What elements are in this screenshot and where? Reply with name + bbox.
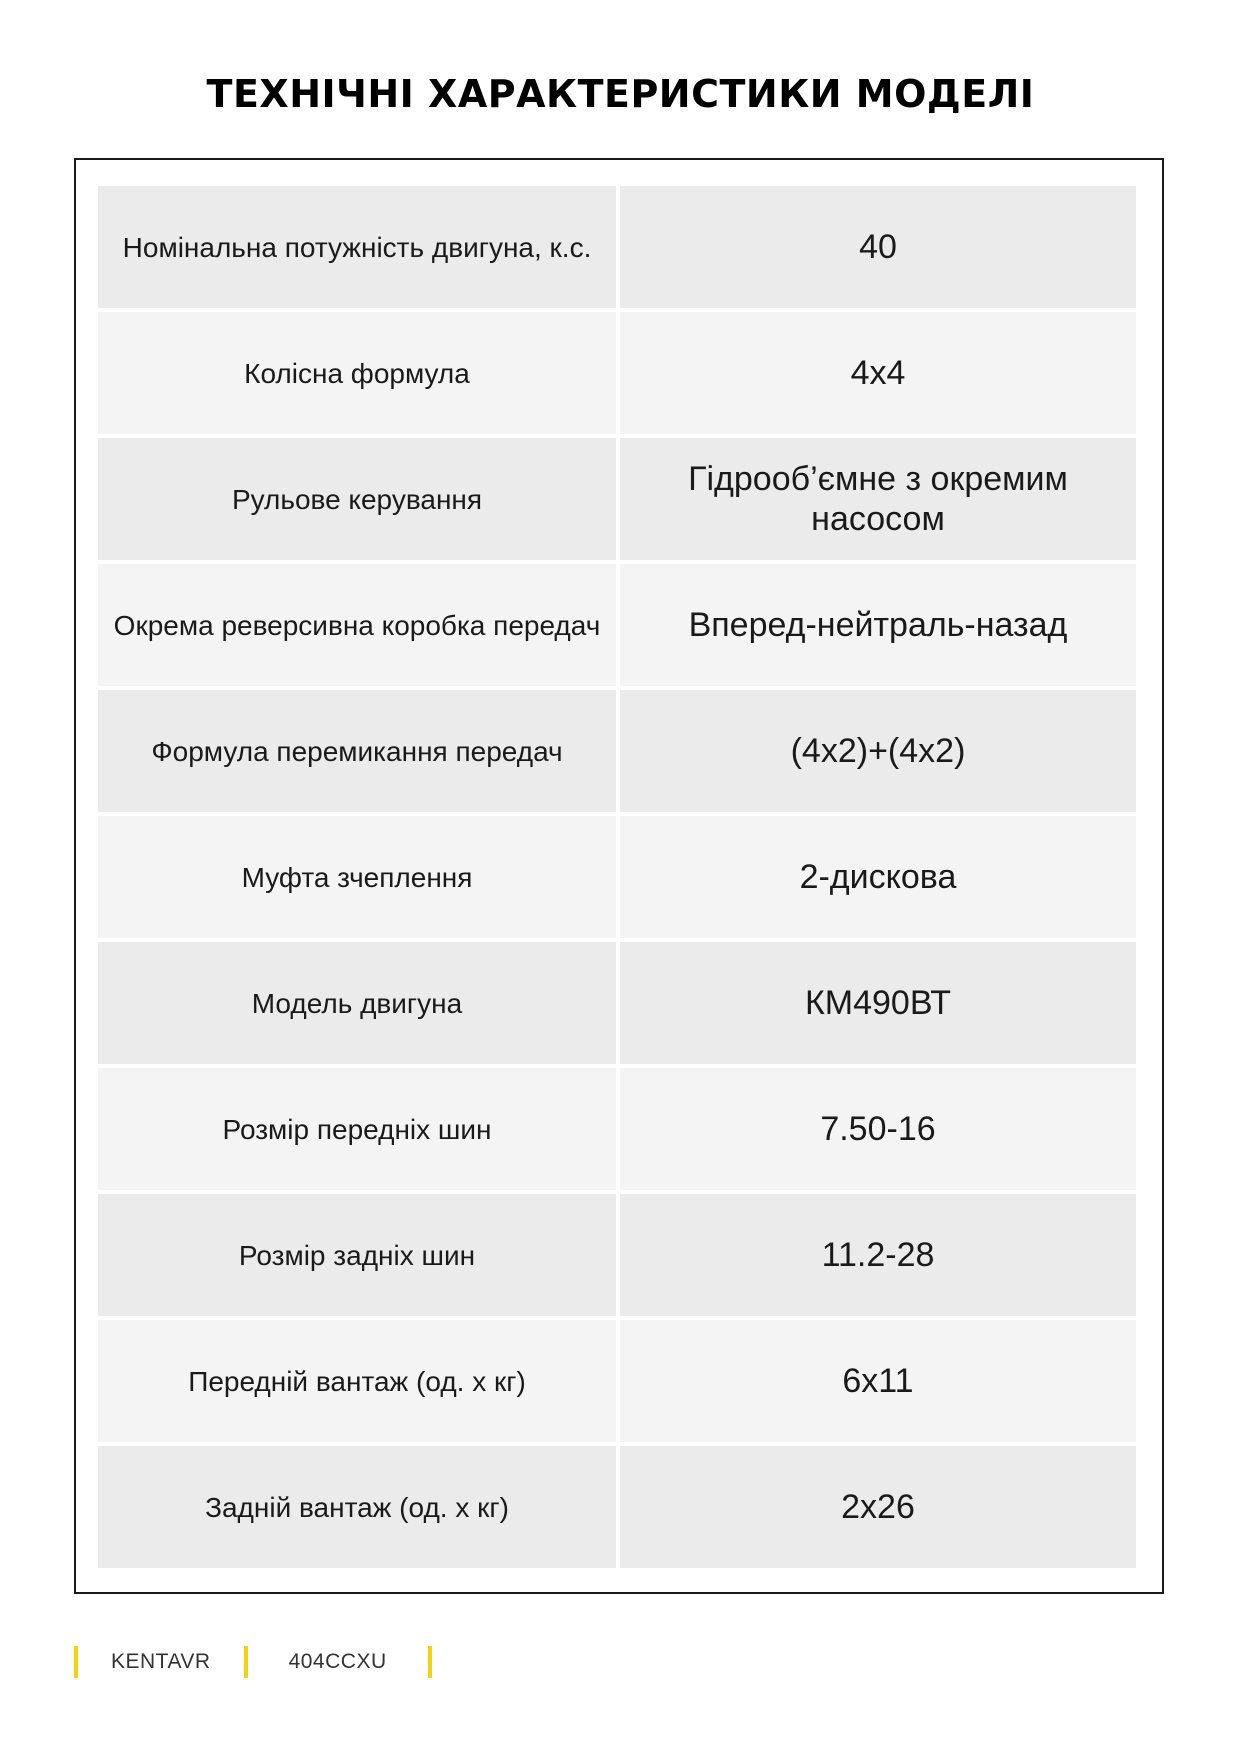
table-row <box>98 1194 1136 1316</box>
spec-label: Задній вантаж (од. х кг) <box>98 1446 616 1568</box>
spec-label: Формула перемикання передач <box>98 690 616 812</box>
spec-table <box>94 182 1140 1572</box>
spec-value: КМ490ВТ <box>620 942 1136 1064</box>
spec-value: 4х4 <box>620 312 1136 434</box>
spec-label: Номінальна потужність двигуна, к.с. <box>98 186 616 308</box>
spec-label: Рульове керування <box>98 438 616 560</box>
table-row <box>98 438 1136 560</box>
page-title: ТЕХНІЧНІ ХАРАКТЕРИСТИКИ МОДЕЛІ <box>206 72 1035 116</box>
table-row <box>98 1320 1136 1442</box>
footer-divider <box>244 1646 248 1678</box>
spec-value: 7.50-16 <box>620 1068 1136 1190</box>
table-row <box>98 1068 1136 1190</box>
spec-value: (4х2)+(4х2) <box>620 690 1136 812</box>
footer-divider <box>428 1646 432 1678</box>
spec-label: Окрема реверсивна коробка передач <box>98 564 616 686</box>
table-row <box>98 816 1136 938</box>
spec-value: Вперед-нейтраль-назад <box>620 564 1136 686</box>
spec-value: 2-дискова <box>620 816 1136 938</box>
footer-divider <box>74 1646 78 1678</box>
spec-value: 11.2-28 <box>620 1194 1136 1316</box>
table-row <box>98 186 1136 308</box>
footer <box>74 1646 432 1678</box>
spec-value: Гідрооб’ємне з окремим насосом <box>620 438 1136 560</box>
table-row <box>98 564 1136 686</box>
table-row <box>98 942 1136 1064</box>
table-row <box>98 1446 1136 1568</box>
spec-value: 40 <box>620 186 1136 308</box>
footer-brand: KENTAVR <box>111 1650 211 1673</box>
footer-model: 404CCXU <box>288 1650 387 1673</box>
spec-label: Розмір передніх шин <box>98 1068 616 1190</box>
spec-label: Модель двигуна <box>98 942 616 1064</box>
spec-label: Колісна формула <box>98 312 616 434</box>
spec-value: 6х11 <box>620 1320 1136 1442</box>
spec-label: Розмір задніх шин <box>98 1194 616 1316</box>
spec-value: 2х26 <box>620 1446 1136 1568</box>
table-row <box>98 690 1136 812</box>
table-row <box>98 312 1136 434</box>
spec-label: Муфта зчеплення <box>98 816 616 938</box>
spec-label: Передній вантаж (од. х кг) <box>98 1320 616 1442</box>
spec-table-frame <box>74 158 1164 1594</box>
